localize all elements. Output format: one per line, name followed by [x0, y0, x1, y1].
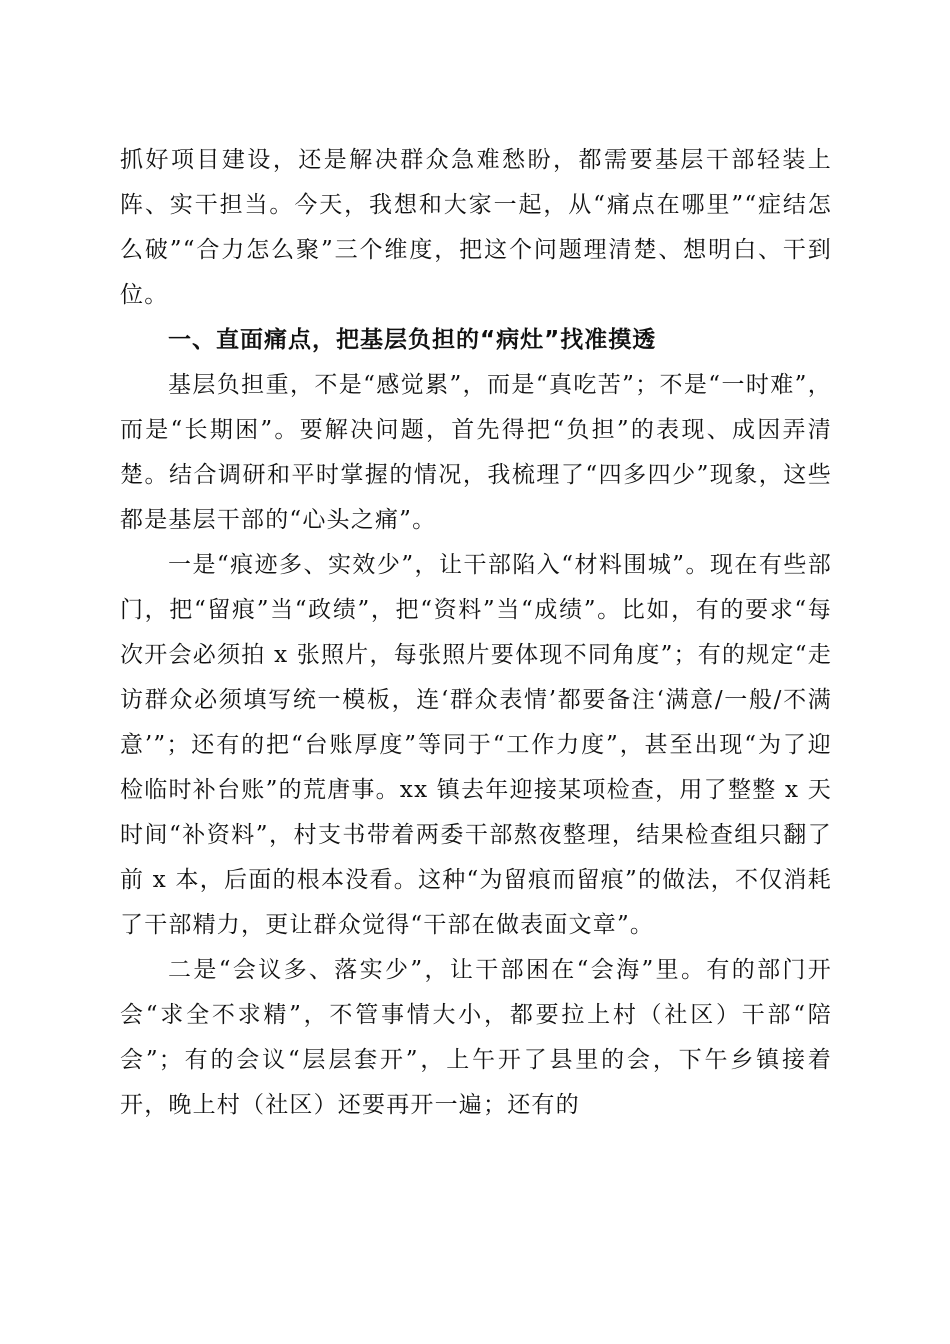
- paragraph-point-two: 二是“会议多、落实少”，让干部困在“会海”里。有的部门开会“求全不求精”，不管事情大小，都要拉上村（社区）干部“陪会”；有的会议“层层套开”，上午开了县里的会，下午乡镇接着开，晚上村（社区）还要再开一遍；还有的: [120, 957, 832, 1118]
- paragraph-point-one: 一是“痕迹多、实效少”，让干部陷入“材料围城”。现在有些部门，把“留痕”当“政绩”，把“资料”当“成绩”。比如，有的要求“每次开会必须拍 x 张照片，每张照片要体现不同角度”；有的规定“走访群众必须填写统一模板，连‘群众表情’都要备注‘满意/一般/不满意’”；还有的把“台账厚度”等同于“工作力度”，甚至出现“为了迎检临时补台账”的荒唐事。xx 镇去年迎接某项检查，用了整整 x 天时间“补资料”，村支书带着两委干部熬夜整理，结果检查组只翻了前 x 本，后面的根本没看。这种“为留痕而留痕”的做法，不仅消耗了干部精力，更让群众觉得“干部在做表面文章”。: [120, 552, 832, 938]
- paragraph-intro: 抓好项目建设，还是解决群众急难愁盼，都需要基层干部轻装上阵、实干担当。今天，我想和大家一起，从“痛点在哪里”“症结怎么破”“合力怎么聚”三个维度，把这个问题理清楚、想明白、干到位。: [120, 147, 832, 308]
- document-page: [120, 138, 832, 1128]
- section-heading: 一、直面痛点，把基层负担的“病灶”找准摸透: [168, 327, 657, 353]
- paragraph-overview: 基层负担重，不是“感觉累”，而是“真吃苦”；不是“一时难”，而是“长期困”。要解决问题，首先得把“负担”的表现、成因弄清楚。结合调研和平时掌握的情况，我梳理了“四多四少”现象，这些都是基层干部的“心头之痛”。: [120, 372, 832, 533]
